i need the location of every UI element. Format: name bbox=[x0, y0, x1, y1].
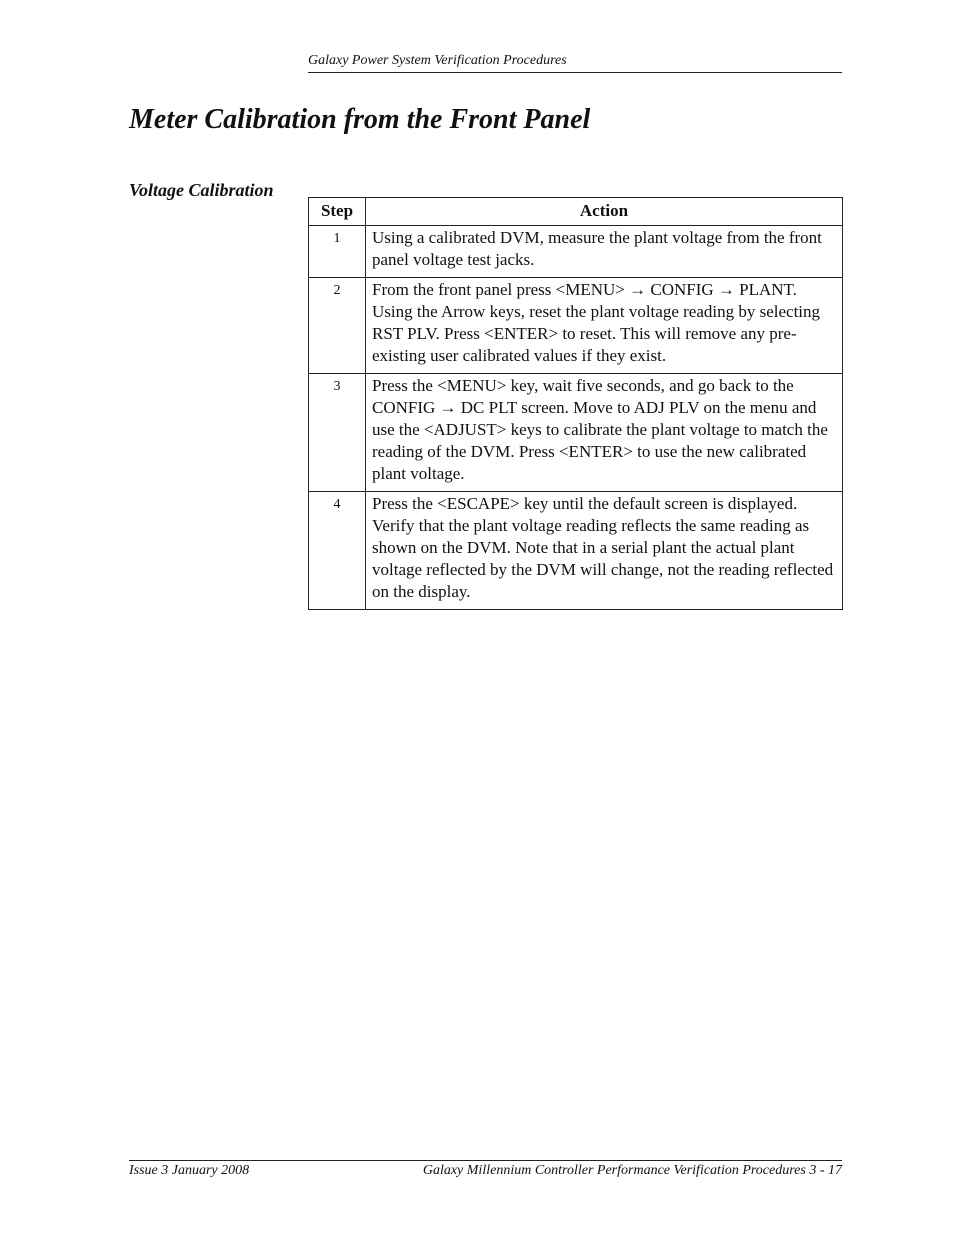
table-row bbox=[309, 374, 843, 492]
table-row bbox=[309, 492, 843, 610]
procedure-table bbox=[308, 197, 843, 610]
page-title: Meter Calibration from the Front Panel bbox=[129, 104, 591, 135]
table-row bbox=[309, 226, 843, 278]
column-header-action: Action bbox=[366, 198, 843, 226]
footer-document-title: Galaxy Millennium Controller Performance Verification Procedures 3 - 17 bbox=[422, 1163, 842, 1178]
step-number: 4 bbox=[309, 492, 366, 610]
table-row bbox=[309, 278, 843, 374]
step-action: From the front panel press <MENU> → CONFIG → PLANT. Using the Arrow keys, reset the plant voltage reading by selecting RST PLV. Press <ENTER> to reset. This will remove any pre-existing user calibrated values if they exist. bbox=[366, 278, 843, 374]
step-number: 1 bbox=[309, 226, 366, 278]
running-header: Galaxy Power System Verification Procedures bbox=[308, 53, 567, 68]
step-action: Press the <ESCAPE> key until the default screen is displayed. Verify that the plant voltage reading reflects the same reading as shown on the DVM. Note that in a serial plant the actual plant voltage reflected by the DVM will change, not the reading reflected on the display. bbox=[366, 492, 843, 610]
header-rule bbox=[308, 72, 842, 73]
column-header-step: Step bbox=[309, 198, 366, 226]
section-heading: Voltage Calibration bbox=[129, 180, 274, 200]
step-action: Using a calibrated DVM, measure the plant voltage from the front panel voltage test jacks. bbox=[366, 226, 843, 278]
step-number: 3 bbox=[309, 374, 366, 492]
footer-issue-date: Issue 3 January 2008 bbox=[129, 1163, 250, 1178]
step-action: Press the <MENU> key, wait five seconds, and go back to the CONFIG → DC PLT screen. Move to ADJ PLV on the menu and use the <ADJUST> keys to calibrate the plant voltage to match the reading of the DVM. Press <ENTER> to use the new calibrated plant voltage. bbox=[366, 374, 843, 492]
footer-rule bbox=[129, 1160, 842, 1161]
table-header-row bbox=[309, 198, 843, 226]
step-number: 2 bbox=[309, 278, 366, 374]
